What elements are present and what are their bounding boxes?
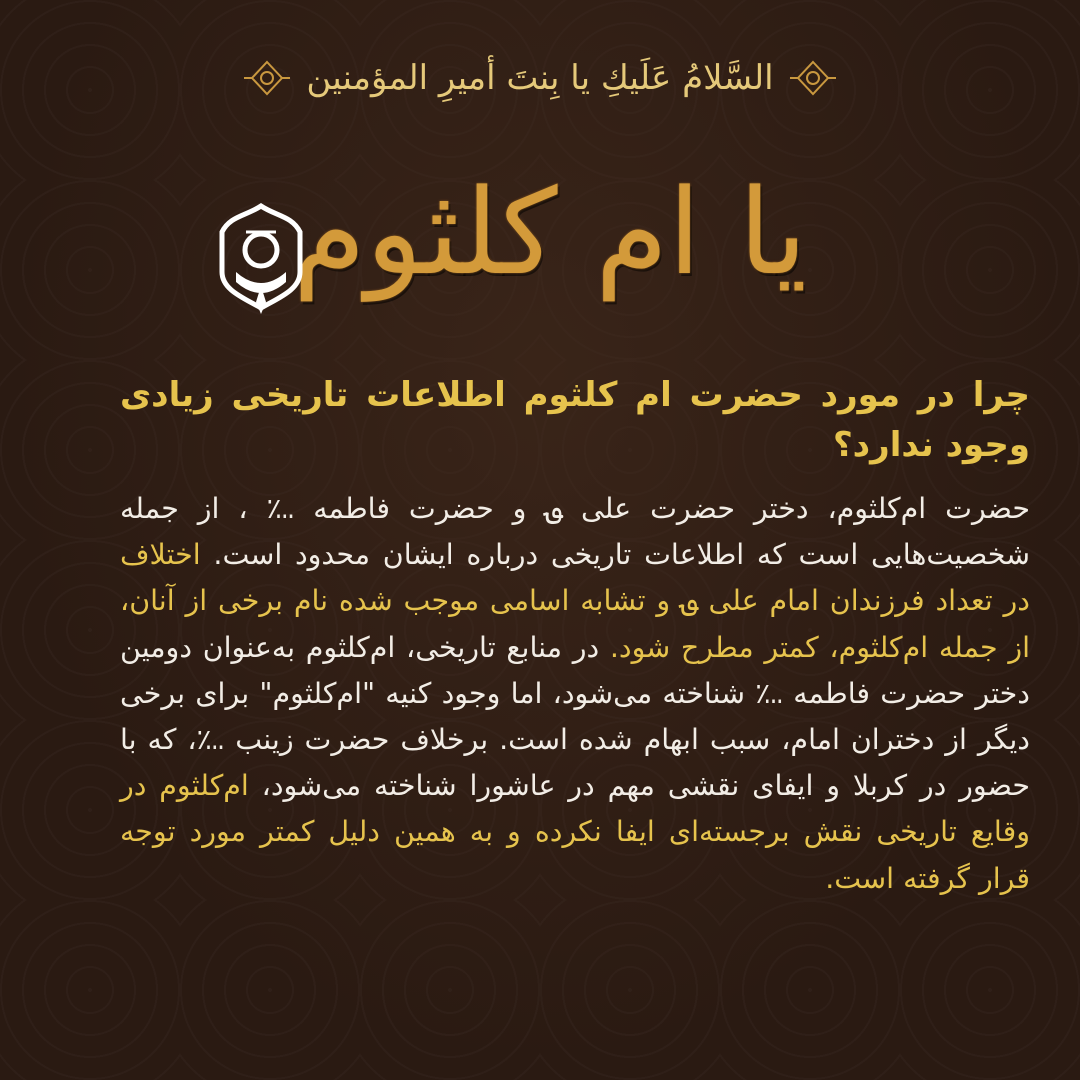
article [120, 370, 1030, 902]
calligraphy-title: یا ام کلثوم [292, 163, 808, 301]
article-body [120, 486, 1030, 902]
article-highlight-2: ام‌کلثوم در وقایع تاریخی نقش برجسته‌ای ایفا نکرده و به همین دلیل کمتر مورد توجه قرار گرفته است. [120, 769, 1030, 895]
ornament-right-icon [242, 58, 292, 98]
institution-logo [216, 202, 306, 352]
salutation-row [0, 58, 1080, 98]
article-title: چرا در مورد حضرت ام کلثوم اطلاعات تاریخی زیادی وجود ندارد؟ [120, 375, 1030, 465]
article-segment-1: حضرت ام‌کلثوم، دختر حضرت علی ؈ و حضرت فاطمه ؊ ، از جمله شخصیت‌هایی است که اطلاعات تاریخی درباره ایشان محدود است. [120, 492, 1030, 572]
salutation-text: السَّلامُ عَلَيكِ يا بِنتَ أميرِ المؤمنين [306, 58, 774, 98]
article-segment-2: در منابع تاریخی، ام‌کلثوم به‌عنوان دومین دختر حضرت فاطمه ؊ شناخته می‌شود، اما وجود کنیه "ام‌کلثوم" برای برخی دیگر از دختران امام، سبب ابهام شده است. برخلاف حضرت زینب ؊، که با حضور در کربلا و ایفای نقشی مهم در عاشورا شناخته می‌شود، [120, 630, 1030, 803]
article-highlight-1: اختلاف در تعداد فرزندان امام علی ؈ و تشابه اسامی موجب شده نام برخی از آنان، از جمله ام‌کلثوم، کمتر مطرح شود. [120, 538, 1031, 664]
header [0, 40, 1080, 360]
ornament-left-icon [788, 58, 838, 98]
